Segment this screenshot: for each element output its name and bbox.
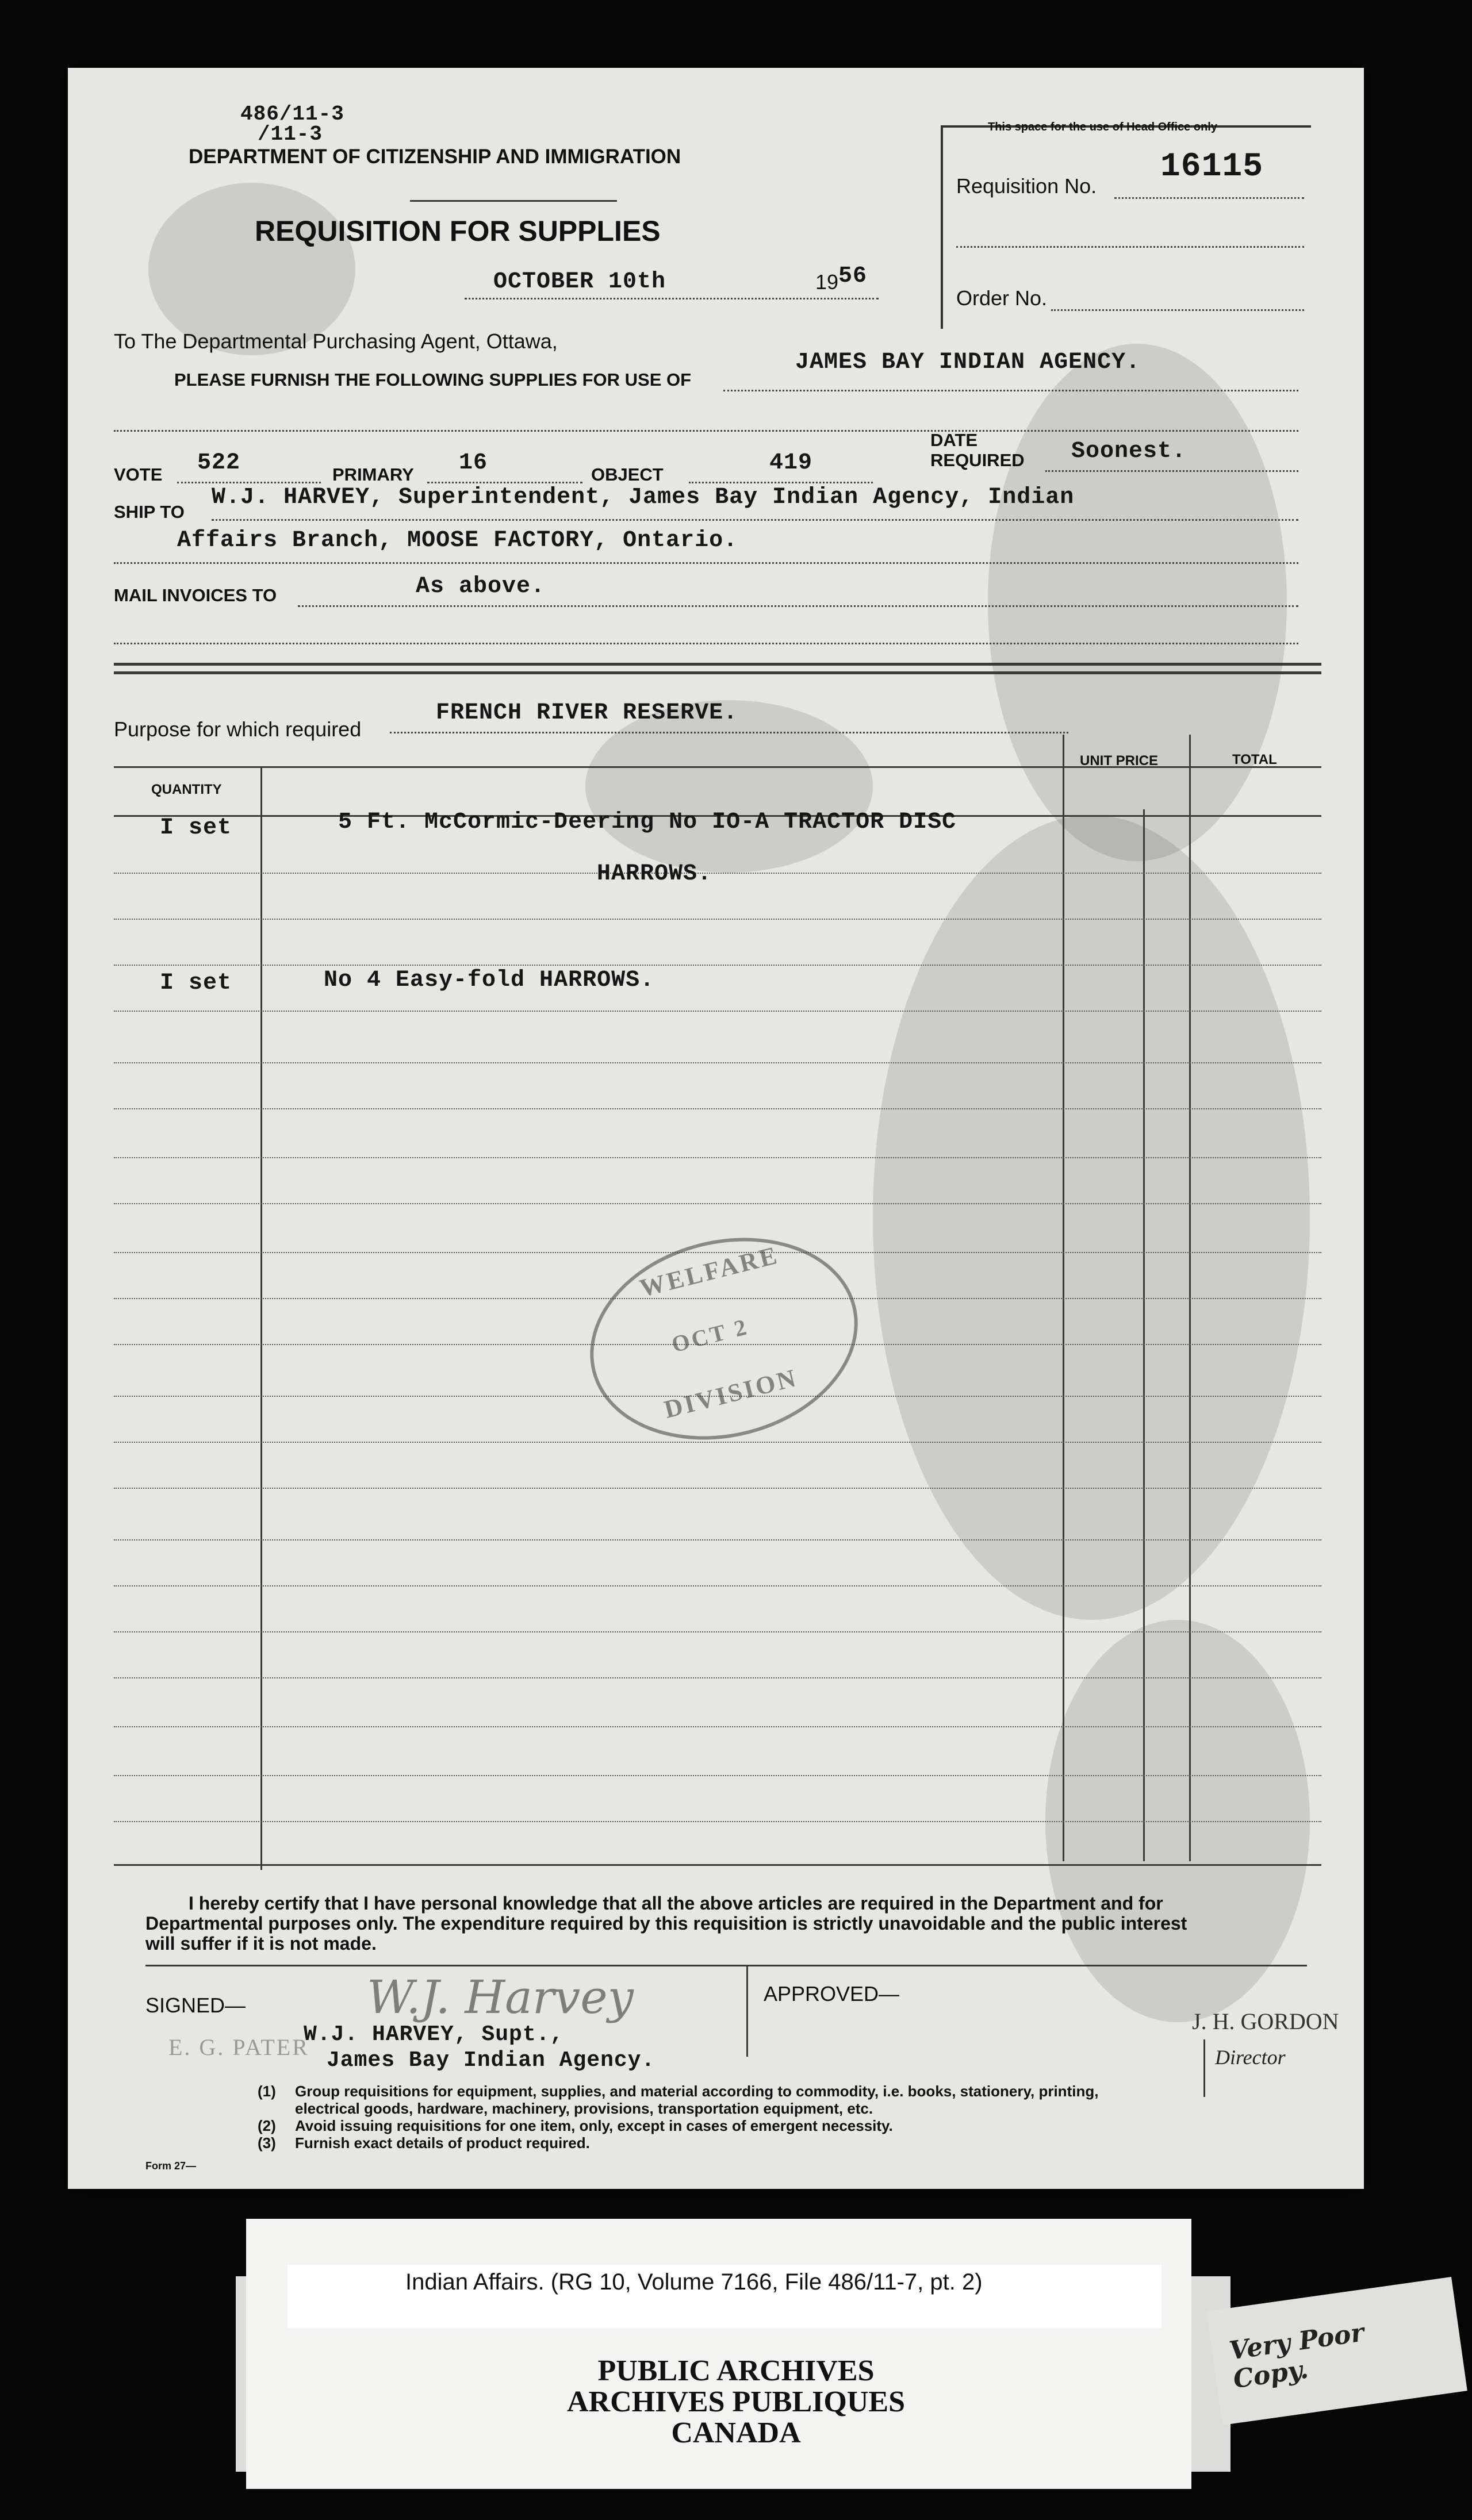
signer-line-2: James Bay Indian Agency.: [327, 2048, 656, 2073]
archive-name-fr: ARCHIVES PUBLIQUES: [566, 2385, 906, 2418]
item-2-quantity: I set: [160, 970, 232, 996]
footnote-2-num: (2): [258, 2117, 276, 2134]
signer-line-1: W.J. HARVEY, Supt.,: [304, 2022, 564, 2047]
vote-value: 522: [197, 450, 241, 476]
to-line: To The Departmental Purchasing Agent, Ottawa,: [114, 329, 558, 353]
item-1-quantity: I set: [160, 815, 232, 841]
requisition-form-sheet: [68, 68, 1364, 2189]
stamp-top-text: WELFARE: [637, 1240, 782, 1303]
approved-label: APPROVED—: [764, 1982, 900, 2006]
item-1-description-cont: HARROWS.: [597, 861, 712, 887]
primary-value: 16: [459, 450, 488, 476]
date-required-label-1: DATE: [930, 430, 978, 450]
stamp-bottom-text: DIVISION: [661, 1363, 801, 1424]
signed-label: SIGNED—: [145, 1993, 246, 2017]
ship-to-line1: W.J. HARVEY, Superintendent, James Bay Indian Agency, Indian: [212, 485, 1075, 510]
archive-name-en: PUBLIC ARCHIVES: [597, 2354, 875, 2387]
stamp-date-text: OCT 2: [669, 1313, 752, 1358]
purpose-label: Purpose for which required: [114, 717, 362, 741]
quantity-column-header: QUANTITY: [151, 782, 222, 797]
unit-price-column-header: UNIT PRICE: [1080, 753, 1159, 769]
year-prefix: 19: [815, 270, 839, 294]
purpose-value: FRENCH RIVER RESERVE.: [436, 700, 738, 726]
requisition-date: OCTOBER 10th: [493, 269, 666, 295]
approver-title: Director: [1215, 2046, 1286, 2069]
year-suffix: 56: [838, 263, 868, 289]
furnish-value: JAMES BAY INDIAN AGENCY.: [795, 349, 1141, 375]
date-required-label-2: REQUIRED: [930, 450, 1025, 470]
department-heading: DEPARTMENT OF CITIZENSHIP AND IMMIGRATION: [189, 145, 681, 168]
footnote-3-num: (3): [258, 2134, 276, 2152]
ship-to-label: SHIP TO: [114, 502, 185, 522]
item-2-description: No 4 Easy-fold HARROWS.: [324, 967, 655, 993]
date-required-value: Soonest.: [1071, 439, 1187, 464]
form-title: REQUISITION FOR SUPPLIES: [255, 215, 661, 247]
footnote-1-cont: electrical goods, hardware, machinery, provisions, transportation equipment, etc.: [295, 2100, 873, 2117]
file-reference-1: 486/11-3: [240, 102, 344, 126]
total-column-header: TOTAL: [1232, 752, 1277, 767]
object-value: 419: [769, 450, 813, 476]
form-number: Form 27—: [145, 2160, 197, 2172]
mail-invoices-label: MAIL INVOICES TO: [114, 585, 277, 605]
footnote-3: Furnish exact details of product required.: [295, 2134, 590, 2152]
mail-invoices-value: As above.: [416, 574, 546, 600]
archive-country: CANADA: [671, 2417, 801, 2449]
footnote-1: Group requisitions for equipment, supplies, and material according to commodity, i.e. books, stationery, printing,: [295, 2083, 1099, 2100]
archive-reference: Indian Affairs. (RG 10, Volume 7166, File 486/11-7, pt. 2): [405, 2269, 983, 2295]
requisition-no-label: Requisition No.: [956, 174, 1097, 198]
vote-label: VOTE: [114, 464, 163, 485]
primary-label: PRIMARY: [332, 464, 414, 485]
certify-text-2: Departmental purposes only. The expenditure required by this requisition is strictly unavoidable and the public interest: [145, 1913, 1187, 1934]
faded-name-stamp: E. G. PATER: [168, 2034, 309, 2060]
footnote-2: Avoid issuing requisitions for one item, only, except in cases of emergent necessity.: [295, 2117, 893, 2134]
footnote-1-num: (1): [258, 2083, 276, 2100]
furnish-label: PLEASE FURNISH THE FOLLOWING SUPPLIES FOR USE OF: [174, 370, 692, 390]
welfare-division-stamp: [569, 1211, 880, 1467]
head-office-header: This space for the use of Head Office only: [988, 121, 1217, 133]
ship-to-line2: Affairs Branch, MOOSE FACTORY, Ontario.: [177, 528, 738, 554]
object-label: OBJECT: [591, 464, 664, 485]
requisition-number: 16115: [1160, 148, 1264, 186]
file-reference-2: /11-3: [258, 122, 323, 146]
certify-text-3: will suffer if it is not made.: [145, 1933, 377, 1954]
approver-name: J. H. GORDON: [1192, 2008, 1339, 2034]
handwritten-signature: W.J. Harvey: [367, 1970, 634, 2024]
certify-text-1: I hereby certify that I have personal knowledge that all the above articles are required in the Department and for: [189, 1893, 1163, 1914]
item-1-description: 5 Ft. McCormic-Deering No IO-A TRACTOR DISC: [338, 809, 957, 835]
poor-copy-note-text: Very Poor Copy.: [1227, 2318, 1366, 2395]
order-no-label: Order No.: [956, 286, 1048, 310]
